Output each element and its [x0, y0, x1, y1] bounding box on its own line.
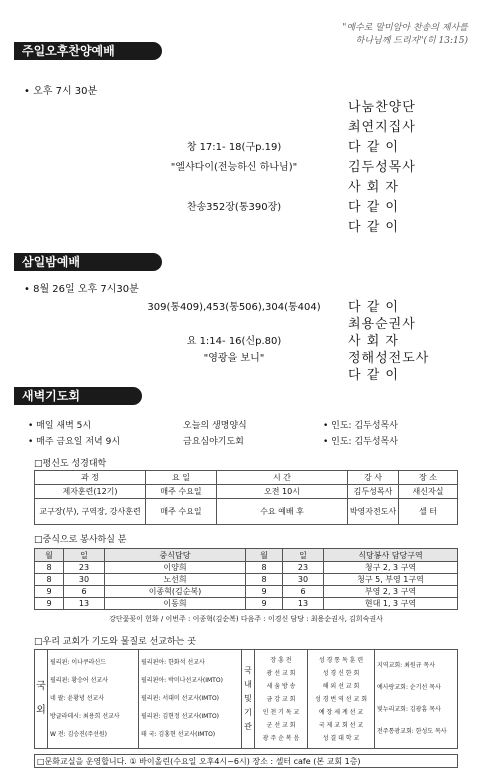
cell: 새신자실	[399, 485, 458, 499]
header-quote: "예수로 말미암아 찬송의 제사를 하나님께 드리자"(히 13:15)	[342, 23, 468, 46]
cell: 9	[35, 586, 64, 598]
mission-col-5	[375, 650, 458, 749]
table-row	[35, 485, 458, 499]
order-person: 사 회 자	[348, 332, 444, 351]
cell: 30	[283, 574, 324, 586]
col-header: 요 일	[146, 471, 217, 485]
wednesday-time: • 8월 26일 오후 7시30분	[24, 284, 139, 295]
cell: 8	[35, 574, 64, 586]
mission-item: 성 경 신 한 회	[322, 669, 360, 677]
cell: 6	[283, 586, 324, 598]
cell: 이동희	[105, 598, 246, 610]
cell: 23	[64, 562, 105, 574]
cell: 이양희	[105, 562, 246, 574]
mission-item: 광 선 교 회	[266, 669, 296, 677]
cell: 청구 5, 부영 1구역	[324, 574, 458, 586]
mission-item: 해 외 선 교 회	[322, 682, 360, 690]
cell: 부영 2, 3 구역	[324, 586, 458, 598]
col-header: 식당봉사 담당구역	[324, 549, 458, 562]
mission-item: 국 제 교 회 선 교	[318, 721, 364, 729]
bible-school-heading: □평신도 성경대학	[34, 459, 107, 469]
mission-col-1	[48, 650, 139, 749]
col-header: 월	[246, 549, 283, 562]
mission-item: 지역교회: 최원규 목사	[377, 662, 436, 669]
cell: 23	[283, 562, 324, 574]
col-header: 강 사	[348, 471, 399, 485]
mission-item: 필리핀: 김현정 선교사(IMTO)	[141, 713, 220, 720]
table-row	[35, 574, 458, 586]
order-row	[24, 366, 444, 385]
sunday-title: 주일오후찬양예배	[14, 42, 162, 60]
mission-item: 군 선 교 회	[266, 721, 296, 729]
sunday-time: • 오후 7시 30분	[24, 86, 98, 97]
cell: 제자훈련(12기)	[35, 485, 146, 499]
cell: 교구장(부), 구역장, 강사훈련	[35, 499, 146, 525]
table-row	[35, 499, 458, 525]
cell: 수요 예배 후	[217, 499, 348, 525]
mission-item: 인 천 기 독 교	[262, 708, 300, 716]
dawn-time: • 매주 금요일 저녁 9시	[28, 437, 121, 447]
order-person: 다 같 이	[348, 138, 444, 157]
cell: 8	[246, 562, 283, 574]
table-row	[35, 598, 458, 610]
order-person: 사 회 자	[348, 178, 444, 197]
col-header: 일	[283, 549, 324, 562]
mission-item: 빛누리교회: 김광흠 목사	[377, 706, 441, 713]
cell: 8	[246, 574, 283, 586]
mission-item: 장 흥 전	[270, 656, 292, 664]
col-header: 과 정	[35, 471, 146, 485]
order-person: 다 같 이	[348, 298, 444, 317]
mission-item: 필리핀아: 한화석 선교사	[141, 659, 205, 666]
label-char: 국	[244, 666, 252, 675]
cell: 매주 수요일	[146, 499, 217, 525]
mission-item: 성 경 통 독 훈 련	[318, 656, 364, 664]
cell: 김두성목사	[348, 485, 399, 499]
mission-col-3	[255, 650, 308, 749]
mission-item: 세 움 방 송	[266, 682, 296, 690]
dawn-leader: • 인도: 김두성목사	[323, 437, 398, 447]
cell: 9	[246, 598, 283, 610]
cell: 매주 수요일	[146, 485, 217, 499]
dawn-line	[28, 418, 458, 434]
cell: 8	[35, 562, 64, 574]
mission-item: W 전: 김승진(주선원)	[50, 731, 108, 738]
bible-school-table	[34, 470, 458, 525]
cell: 30	[64, 574, 105, 586]
cell: 노선희	[105, 574, 246, 586]
order-detail: 309(통409),453(통506),304(통404)	[24, 298, 444, 317]
order-detail: 요 1:14- 16(신p.80)	[24, 332, 444, 351]
cell: 이종혁(김순복)	[105, 586, 246, 598]
order-row	[24, 138, 444, 157]
dawn-title: 새벽기도회	[14, 387, 142, 405]
order-row	[24, 218, 444, 237]
cell: 6	[64, 586, 105, 598]
label-char: 내	[244, 680, 252, 689]
cell: 13	[283, 598, 324, 610]
mission-item: 필리핀아: 박미나선교사(IMTO)	[141, 677, 223, 684]
mission-item: 예 장 세 계 선 교	[318, 708, 364, 716]
cell: 청구 2, 3 구역	[324, 562, 458, 574]
missions-table	[34, 649, 458, 749]
overseas-label	[35, 650, 48, 749]
missions-heading: □우리 교회가 기도와 물질로 선교하는 곳	[34, 637, 196, 647]
cell: 현대 1, 3 구역	[324, 598, 458, 610]
order-person: 다 같 이	[348, 198, 444, 217]
label-char: 기	[244, 708, 252, 717]
mission-item: 금 강 교 회	[266, 695, 296, 703]
mission-col-4	[308, 650, 375, 749]
mission-item: 태 국: 김홍현 선교사(IMTO)	[141, 731, 216, 738]
order-person: 나눔찬양단	[348, 98, 444, 117]
mission-item: 필리핀: 황승어 선교사	[50, 677, 109, 684]
dawn-time: • 매일 새벽 5시	[28, 421, 92, 431]
cell: 9	[246, 586, 283, 598]
meal-heading: □중식으로 봉사하실 분	[34, 535, 127, 545]
label-char: 외	[36, 705, 46, 716]
table-row	[35, 562, 458, 574]
mission-item: 성 결 대 학 교	[322, 734, 360, 742]
mission-item: 성 경 번 역 선 교 회	[314, 695, 367, 703]
label-char: 관	[244, 722, 252, 731]
order-detail: 찬송352장(통390장)	[24, 198, 444, 217]
col-header: 시 간	[217, 471, 348, 485]
dawn-leader: • 인도: 김두성목사	[323, 421, 398, 431]
mission-item: 방글라데시: 최용희 선교사	[50, 713, 120, 720]
order-row	[24, 118, 444, 137]
cell: 오전 10시	[217, 485, 348, 499]
dawn-lines	[28, 418, 458, 450]
col-header: 중식담당	[105, 549, 246, 562]
order-person: 최연지집사	[348, 118, 444, 137]
mission-col-2	[139, 650, 242, 749]
meal-table	[34, 548, 458, 610]
flower-footer: 강단꽃꽂이 헌화 / 이번주 : 이종혁(김순복) 다음주 : 이경신 담당 : 최용순권사, 김희숙권사	[109, 615, 383, 623]
mission-item: 네 팔: 윤황녕 선교사	[50, 695, 105, 702]
order-row	[24, 158, 444, 177]
dawn-line	[28, 434, 458, 450]
dawn-program: 금요심야기도회	[183, 437, 244, 447]
col-header: 월	[35, 549, 64, 562]
dawn-program: 오늘의 생명양식	[183, 421, 247, 431]
cell: 9	[35, 598, 64, 610]
order-row	[24, 98, 444, 117]
cell: 셀 터	[399, 499, 458, 525]
col-header: 장 소	[399, 471, 458, 485]
order-person: 최용순권사	[348, 315, 444, 334]
culture-notice: □문화교실을 운영합니다. ① 바이올린(수요일 오후4시~6시) 장소 : 셀터 cafe (본 교회 1층)	[34, 754, 458, 768]
label-char: 국	[36, 681, 46, 692]
order-detail: "영광을 보니"	[24, 349, 444, 368]
order-person: 다 같 이	[348, 366, 444, 385]
order-detail: 창 17:1- 18(구p.19)	[24, 138, 444, 157]
order-person: 김두성목사	[348, 158, 444, 177]
order-row	[24, 198, 444, 217]
cell: 13	[64, 598, 105, 610]
order-person: 다 같 이	[348, 218, 444, 237]
wednesday-title: 삼일밤예배	[14, 253, 162, 271]
table-row	[35, 586, 458, 598]
mission-item: 광 주 순 복 음	[262, 734, 300, 742]
mission-item: 예사랑교회: 순기선 목사	[377, 684, 441, 691]
mission-item: 필리핀: 이나쿠라신드	[50, 659, 107, 666]
mission-item: 전주통광교회: 한성도 목사	[377, 728, 447, 735]
cell: 박영자전도사	[348, 499, 399, 525]
col-header: 일	[64, 549, 105, 562]
domestic-label	[242, 650, 255, 749]
label-char: 및	[244, 694, 252, 703]
order-row	[24, 178, 444, 197]
order-person: 정해성전도사	[348, 349, 444, 368]
mission-item: 필리핀: 서대미 선교사(IMTO)	[141, 695, 220, 702]
order-detail: "엘샤다이(전능하신 하나님)"	[24, 158, 444, 177]
